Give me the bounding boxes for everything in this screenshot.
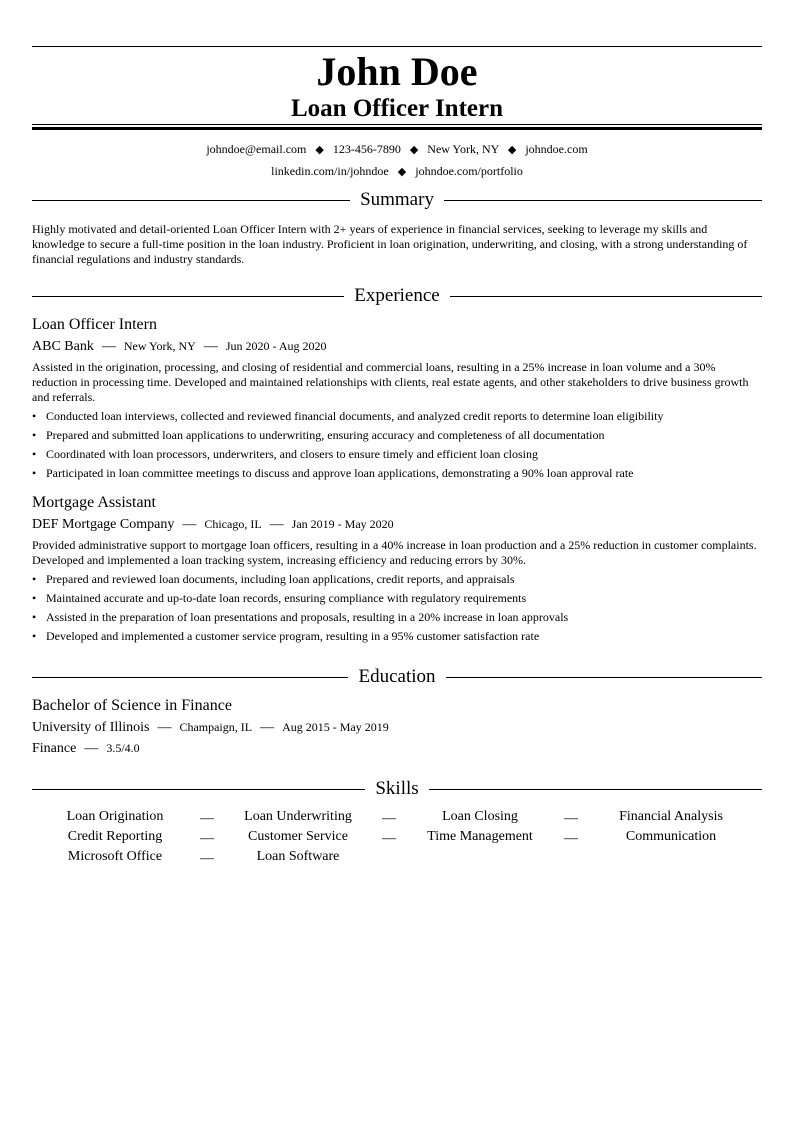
bullet-text: Prepared and submitted loan applications to underwriting, ensuring accuracy and completeness of all documentation bbox=[46, 428, 605, 442]
job-title: Loan Officer Intern bbox=[32, 316, 157, 333]
contact-portfolio[interactable]: johndoe.com/portfolio bbox=[415, 164, 523, 178]
education-entry bbox=[32, 696, 762, 759]
bullet-icon: • bbox=[32, 591, 37, 605]
skills-heading-row bbox=[32, 777, 762, 801]
school-dates: Aug 2015 - May 2019 bbox=[282, 720, 389, 734]
summary-text: Highly motivated and detail-oriented Loan Officer Intern with 2+ years of experience in financial services, seeking to leverage my skills and knowledge to secure a full-time position in the loan industry. Proficient in loan origination, underwriting, and closing, with a strong understanding of financial regulations and industry standards. bbox=[32, 222, 748, 266]
dash-separator: — bbox=[157, 720, 172, 735]
skills-grid bbox=[32, 807, 762, 867]
skill-separator: — bbox=[200, 811, 214, 826]
education-heading: Education bbox=[358, 666, 436, 687]
candidate-name: John Doe bbox=[316, 49, 478, 94]
list-item bbox=[32, 570, 762, 589]
skill-item: Loan Closing bbox=[442, 809, 518, 824]
skill-item: Financial Analysis bbox=[619, 809, 723, 824]
dash-separator: — bbox=[101, 339, 116, 354]
diamond-separator-icon: ◆ bbox=[397, 166, 407, 178]
bullet-icon: • bbox=[32, 409, 37, 423]
heading-rule bbox=[446, 677, 762, 678]
dash-separator: — bbox=[182, 517, 197, 532]
skill-item: Time Management bbox=[427, 829, 533, 844]
job-dates: Jun 2020 - Aug 2020 bbox=[225, 339, 327, 353]
heading-rule bbox=[32, 296, 344, 297]
job-company: ABC Bank bbox=[32, 339, 94, 354]
dash-separator: — bbox=[269, 517, 284, 532]
bullet-text: Participated in loan committee meetings to discuss and approve loan applications, demonstrating a 90% loan approval rate bbox=[46, 466, 634, 480]
summary-heading: Summary bbox=[360, 189, 434, 210]
contact-email[interactable]: johndoe@email.com bbox=[206, 142, 307, 156]
skill-item: Customer Service bbox=[248, 829, 348, 844]
resume-page bbox=[32, 0, 762, 867]
job-description: Provided administrative support to mortgage loan officers, resulting in a 40% increase in loan production and a 25% reduction in customer complaints. Developed and implemented a loan tracking system, increasing efficiency and reducing errors by 30%. bbox=[32, 538, 757, 567]
skill-item: Loan Origination bbox=[66, 809, 164, 824]
job-description: Assisted in the origination, processing, and closing of residential and commercial loans, resulting in a 25% increase in loan volume and a 30% reduction in processing time. Developed and maintained relationships with clients, real estate agents, and other stakeholders to drive business growth and referrals. bbox=[32, 360, 749, 404]
school-name: University of Illinois bbox=[32, 720, 150, 735]
list-item bbox=[32, 426, 762, 445]
list-item bbox=[32, 627, 762, 646]
skills-row bbox=[32, 847, 762, 867]
job-title: Mortgage Assistant bbox=[32, 494, 156, 511]
bullet-icon: • bbox=[32, 629, 37, 643]
education-heading-row bbox=[32, 665, 762, 689]
diamond-separator-icon: ◆ bbox=[409, 144, 419, 156]
diamond-separator-icon: ◆ bbox=[507, 144, 517, 156]
bullet-icon: • bbox=[32, 466, 37, 480]
heading-rule bbox=[450, 296, 762, 297]
experience-heading-row bbox=[32, 284, 762, 308]
experience-heading: Experience bbox=[354, 285, 440, 306]
school-location: Champaign, IL bbox=[179, 720, 253, 734]
heading-rule bbox=[444, 200, 762, 201]
list-item bbox=[32, 445, 762, 464]
diamond-separator-icon: ◆ bbox=[315, 144, 324, 156]
job-company: DEF Mortgage Company bbox=[32, 517, 175, 532]
heading-rule bbox=[429, 789, 762, 790]
skill-item: Microsoft Office bbox=[67, 849, 163, 864]
bullet-text: Developed and implemented a customer service program, resulting in a 95% customer satisfaction rate bbox=[46, 629, 540, 643]
job-bullets bbox=[32, 407, 762, 483]
skill-separator: — bbox=[200, 831, 214, 846]
dash-separator: — bbox=[203, 339, 218, 354]
summary-heading-row bbox=[32, 188, 762, 212]
dash-separator: — bbox=[260, 720, 275, 735]
major: Finance bbox=[32, 741, 77, 756]
bullet-text: Coordinated with loan processors, underwriters, and closers to ensure timely and efficient loan closing bbox=[46, 447, 538, 461]
contact-website[interactable]: johndoe.com bbox=[525, 142, 588, 156]
major-line bbox=[32, 738, 762, 759]
list-item bbox=[32, 464, 762, 483]
bullet-icon: • bbox=[32, 610, 37, 624]
bullet-text: Maintained accurate and up-to-date loan records, ensuring compliance with regulatory requirements bbox=[46, 591, 527, 605]
heading-rule bbox=[32, 789, 365, 790]
job-entry bbox=[32, 315, 762, 483]
dash-separator: — bbox=[84, 741, 99, 756]
skill-separator: — bbox=[200, 851, 214, 866]
top-rule bbox=[32, 46, 762, 47]
list-item bbox=[32, 589, 762, 608]
job-location: New York, NY bbox=[123, 339, 196, 353]
bullet-icon: • bbox=[32, 447, 37, 461]
bullet-icon: • bbox=[32, 572, 37, 586]
heading-rule bbox=[32, 200, 350, 201]
skills-row bbox=[32, 807, 762, 827]
skill-item: Loan Software bbox=[256, 849, 340, 864]
job-dates: Jan 2019 - May 2020 bbox=[291, 517, 394, 531]
skill-separator: — bbox=[382, 831, 396, 846]
job-location: Chicago, IL bbox=[204, 517, 262, 531]
skill-item: Credit Reporting bbox=[67, 829, 163, 844]
skill-separator: — bbox=[382, 811, 396, 826]
bullet-icon: • bbox=[32, 428, 37, 442]
skill-item: Loan Underwriting bbox=[244, 809, 352, 824]
bullet-text: Prepared and reviewed loan documents, including loan applications, credit reports, and appraisals bbox=[46, 572, 515, 586]
bullet-text: Assisted in the preparation of loan presentations and proposals, resulting in a 20% increase in loan approvals bbox=[46, 610, 569, 624]
job-entry bbox=[32, 493, 762, 646]
title-rule-thick bbox=[32, 127, 762, 130]
skill-item: Communication bbox=[625, 829, 717, 844]
degree: Bachelor of Science in Finance bbox=[32, 697, 232, 714]
job-org-line bbox=[32, 336, 762, 357]
job-bullets bbox=[32, 570, 762, 646]
candidate-title: Loan Officer Intern bbox=[290, 95, 503, 122]
list-item bbox=[32, 407, 762, 426]
bullet-text: Conducted loan interviews, collected and reviewed financial documents, and analyzed credit reports to determine loan eligibility bbox=[46, 409, 664, 423]
heading-rule bbox=[32, 677, 348, 678]
school-line bbox=[32, 717, 762, 738]
skill-separator: — bbox=[564, 831, 578, 846]
skills-heading: Skills bbox=[375, 778, 419, 799]
gpa: 3.5/4.0 bbox=[106, 741, 140, 755]
contact-location: New York, NY bbox=[427, 142, 499, 156]
contact-linkedin[interactable]: linkedin.com/in/johndoe bbox=[271, 164, 389, 178]
contact-block bbox=[32, 135, 762, 180]
contact-phone: 123-456-7890 bbox=[332, 142, 401, 156]
skill-separator: — bbox=[564, 811, 578, 826]
list-item bbox=[32, 608, 762, 627]
job-org-line bbox=[32, 514, 762, 535]
skills-row bbox=[32, 827, 762, 847]
